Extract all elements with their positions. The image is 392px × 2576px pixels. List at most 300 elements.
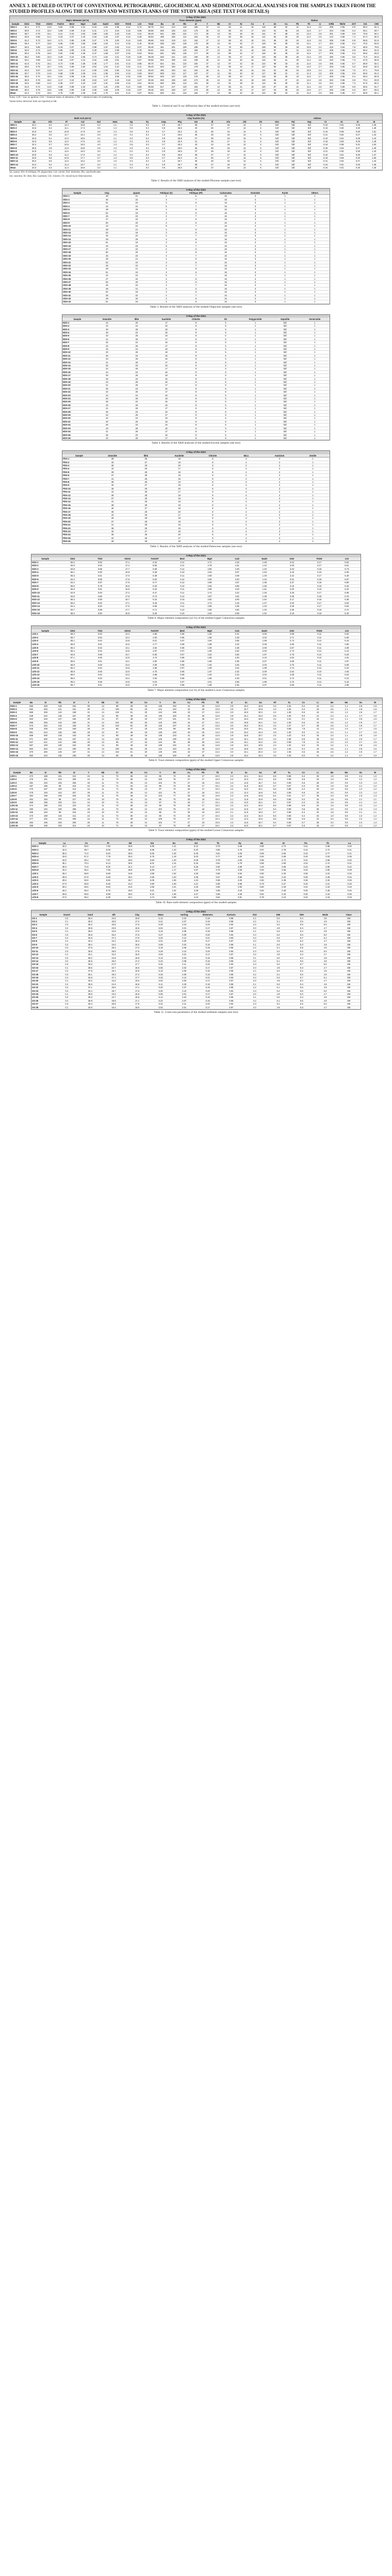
table-cell: 48 — [92, 195, 122, 198]
table-cell: 38 — [96, 480, 129, 483]
table-cell: 26 — [196, 718, 210, 721]
table-cell: 0.11 — [306, 659, 333, 663]
table-cell: 13 — [139, 785, 153, 788]
table-cell: SM — [337, 986, 361, 989]
table-cell: 11 — [96, 804, 110, 807]
table-cell: 26.0 — [119, 892, 141, 896]
table-cell: 119 — [179, 49, 190, 52]
table-cell: 3.30 — [89, 62, 100, 65]
table-cell: 15.2 — [239, 754, 253, 757]
table-row — [31, 646, 361, 650]
table-cell: 0.1 — [55, 940, 79, 943]
table-cell: bdl — [285, 157, 301, 160]
table-row — [31, 684, 361, 687]
table-cell: 95 — [110, 727, 124, 731]
table-cell: 2.4 — [243, 937, 267, 940]
table-cell: 2.00 — [172, 979, 196, 982]
table-cell: 1 — [300, 264, 330, 267]
table-cell: 22 — [292, 62, 303, 65]
table-cell: 74 — [167, 814, 182, 817]
table-cell: 35.8 — [78, 933, 102, 936]
table-cell: 3.0 — [224, 721, 239, 724]
table-cell: 0.82 — [251, 889, 273, 893]
table-cell: 0.60 — [86, 670, 113, 673]
table-cell: 16.2 — [239, 724, 253, 727]
table-cell: 76 — [167, 807, 182, 810]
table-cell: 98 — [53, 798, 67, 801]
table-cell: 0.11 — [169, 591, 196, 595]
table-cell: 28 — [202, 52, 213, 55]
table-cell: 0.12 — [306, 639, 333, 643]
table-cell: 0.94 — [220, 923, 243, 926]
row-label: PDS-9 — [62, 484, 96, 487]
table-cell: 4 — [230, 523, 263, 527]
table-cell: 0.8 — [339, 804, 354, 807]
table-cell: 208 — [326, 26, 337, 29]
column-header: Al2O3 — [113, 629, 141, 633]
table-cell: 1 — [270, 277, 300, 280]
row-label: GS-12 — [31, 953, 55, 956]
row-label: EDS-4 — [62, 331, 92, 334]
table-cell: 36 — [124, 791, 139, 794]
row-label: SDS-8 — [10, 49, 21, 52]
table-cell: 1.17 — [163, 869, 185, 872]
table-cell: 16 — [211, 254, 241, 257]
table-cell: 1 — [270, 218, 300, 221]
row-label: ODS-4 — [62, 205, 92, 208]
table-row — [10, 123, 382, 126]
table-cell: 183 — [39, 798, 53, 801]
table-cell: 8 — [196, 500, 230, 503]
table-cell: 3.17 — [278, 598, 305, 602]
table-cell: 18 — [220, 150, 236, 153]
table-cell: 53 — [92, 231, 122, 234]
table-cell: 4 — [230, 470, 263, 473]
data-table — [62, 451, 330, 543]
table-cell: 5.4 — [268, 794, 282, 798]
table-cell: 13 — [139, 824, 153, 827]
column-header: Skewness — [196, 913, 220, 917]
table-cell: 3.2 — [91, 123, 107, 126]
table-cell: 8 — [196, 514, 230, 517]
table-cell: 4.5 — [268, 740, 282, 743]
table-cell: 2.60 — [77, 78, 89, 81]
table-block — [9, 698, 383, 762]
table-cell: 1.90 — [196, 646, 223, 650]
table-cell: 6.4 — [348, 29, 360, 32]
table-cell: 11.9 — [239, 785, 253, 788]
table-cell: 66.4 — [75, 869, 97, 872]
table-cell: 13.3 — [210, 724, 225, 727]
table-cell: 26 — [182, 785, 196, 788]
table-cell: 0.11 — [306, 684, 333, 687]
column-header: Total — [145, 22, 157, 25]
table-cell: 1 — [296, 474, 330, 477]
table-frame — [62, 314, 330, 440]
table-cell: 2 — [263, 540, 297, 543]
table-cell: 2.64 — [196, 571, 223, 574]
table-cell: 1 — [240, 433, 270, 436]
table-cell: 7 — [181, 284, 211, 287]
table-cell: 44 — [311, 711, 325, 714]
table-cell: 19 — [292, 45, 303, 48]
table-cell: 11.4 — [303, 26, 315, 29]
table-cell: 0.96 — [220, 917, 243, 920]
table-cell: 11.6 — [58, 160, 74, 163]
table-cell: 15.4 — [239, 744, 253, 747]
table-cell: 2.6 — [315, 49, 326, 52]
table-cell: SM — [337, 920, 361, 923]
table-row — [62, 436, 330, 439]
table-cell: 1 — [300, 347, 330, 350]
table-cell: 0.11 — [306, 673, 333, 677]
table-cell: 13.3 — [113, 663, 141, 667]
table-cell: 12 — [236, 157, 252, 160]
table-cell: 144 — [153, 711, 168, 714]
table-cell: 27 — [129, 507, 163, 510]
table-cell: 2 — [263, 527, 297, 530]
row-label: GS-8 — [31, 940, 55, 943]
table-cell: 8.0 — [296, 731, 311, 734]
table-cell: 99 — [167, 740, 182, 743]
table-cell: 17.8 — [125, 937, 149, 940]
table-cell: 56.5 — [75, 886, 97, 889]
table-block — [62, 450, 330, 548]
table-cell: 38 — [96, 457, 129, 461]
table-cell: 78 — [224, 45, 236, 48]
table-cell: 16 — [211, 247, 241, 250]
table-cell: 18 — [247, 32, 258, 36]
table-cell: 2.80 — [196, 605, 223, 608]
table-cell: 50 — [92, 281, 122, 284]
column-header: Nd — [119, 841, 141, 845]
table-cell: 20 — [139, 751, 153, 754]
row-label: SDS-5 — [10, 39, 21, 42]
table-cell: 40 — [92, 420, 122, 423]
row-label: PDS-23 — [62, 530, 96, 533]
table-cell: 15 — [152, 423, 182, 427]
table-cell: 0.79 — [251, 882, 273, 886]
table-cell: 16.0 — [44, 78, 55, 81]
table-cell: 13.2 — [113, 633, 141, 636]
table-cell: 40 — [188, 127, 204, 130]
table-cell: 3.16 — [111, 78, 123, 81]
row-label: ODS-24 — [62, 270, 92, 274]
table-cell: 5.01 — [141, 889, 164, 893]
table-cell: 2.0 — [243, 992, 267, 995]
table-cell: 2.4 — [325, 718, 339, 721]
table-cell: 67.4 — [360, 36, 371, 39]
table-cell: 0.55 — [337, 36, 348, 39]
table-cell: 8.3 — [296, 734, 311, 737]
table-cell: 16.5 — [253, 818, 268, 821]
table-cell: 2.1 — [224, 798, 239, 801]
table-cell: 15 — [96, 724, 110, 727]
table-cell: 208 — [326, 49, 337, 52]
table-cell: 3.7 — [91, 157, 107, 160]
table-cell: 1.3 — [107, 143, 123, 146]
table-cell: 1.6 — [368, 754, 382, 757]
row-label: PDS-26 — [62, 540, 96, 543]
table-cell: 1 — [240, 397, 270, 400]
table-cell: 9 — [181, 417, 211, 420]
table-cell: 45 — [311, 737, 325, 740]
table-cell: 2.98 — [111, 49, 123, 52]
table-cell: 3.07 — [111, 52, 123, 55]
table-cell: 8.0 — [296, 754, 311, 757]
table-cell: 2.2 — [353, 778, 368, 781]
table-cell: 5 — [211, 384, 241, 387]
table-cell: 2.69 — [273, 855, 295, 859]
table-cell: SM — [337, 982, 361, 986]
table-cell: 25 — [122, 414, 152, 417]
table-cell: 28 — [202, 29, 213, 32]
table-cell: 1.1 — [368, 811, 382, 814]
table-cell: 90 — [224, 65, 236, 69]
table-cell: 2.02 — [172, 943, 196, 946]
table-cell: 3.30 — [278, 605, 305, 608]
table-cell: 1 — [300, 297, 330, 300]
table-cell: 0.61 — [334, 123, 350, 126]
table-cell: 10.1 — [210, 801, 225, 804]
table-cell: 16 — [152, 341, 182, 344]
column-header: Dy — [229, 841, 251, 845]
table-cell: 53.7 — [59, 608, 86, 612]
table-cell: 213 — [67, 788, 81, 791]
column-header: Ho — [251, 841, 273, 845]
table-title: X-Ray of the 2021 — [62, 189, 330, 192]
table-cell: 6.3 — [296, 811, 311, 814]
table-cell: 41 — [96, 500, 129, 503]
table-cell: 17 — [152, 361, 182, 364]
table-cell: 17.1 — [113, 601, 141, 605]
table-cell: 12 — [236, 127, 252, 130]
table-cell: 3 — [152, 211, 182, 214]
table-cell: 5.13 — [333, 650, 361, 653]
table-cell: 9 — [181, 354, 211, 357]
table-cell: 0.55 — [337, 59, 348, 62]
table-cell: 0.06 — [169, 673, 196, 677]
table-cell: 2.91 — [111, 59, 123, 62]
table-cell: 5.16 — [333, 639, 361, 643]
table-cell: 70.3 — [75, 862, 97, 866]
table-cell: 1.24 — [163, 862, 185, 866]
table-cell: 6.44 — [333, 588, 361, 591]
table-cell: 2.2 — [224, 814, 239, 817]
column-header: Ga — [253, 701, 268, 704]
table-cell: 2.5 — [315, 36, 326, 39]
table-cell: 0.07 — [169, 650, 196, 653]
row-label: LDS-13 — [31, 673, 59, 677]
table-cell: 8 — [196, 477, 230, 480]
table-cell: 1 — [296, 536, 330, 539]
table-cell: 0.43 — [317, 157, 333, 160]
table-cell: 0.11 — [169, 588, 196, 591]
table-cell: 136 — [153, 754, 168, 757]
table-cell: bdl — [270, 347, 300, 350]
table-cell: 4.4 — [268, 734, 282, 737]
column-header: Sand — [78, 913, 102, 917]
table-cell: 86 — [224, 92, 236, 95]
table-cell: 0.77 — [207, 855, 229, 859]
table-cell: 6.53 — [97, 886, 120, 889]
table-cell: 5.12 — [185, 845, 207, 849]
table-cell: 0.35 — [295, 875, 317, 879]
table-cell: 203 — [326, 75, 337, 78]
row-label: GS-22 — [31, 986, 55, 989]
row-label: KDS-7 — [31, 581, 59, 585]
row-label: SDS-18 — [10, 82, 21, 85]
table-cell: 1.5 — [368, 727, 382, 731]
group-header: Bulk rock (wt.%) — [26, 117, 139, 120]
column-header: Mo — [339, 701, 354, 704]
row-label: NDS-12 — [10, 160, 26, 163]
row-label: EDS-5 — [62, 334, 92, 337]
table-cell: 3.47 — [89, 52, 100, 55]
table-cell: 3.98 — [229, 875, 251, 879]
table-cell: 74 — [110, 781, 124, 784]
table-cell: 42 — [188, 130, 204, 133]
table-cell: 0.67 — [32, 69, 44, 72]
table-cell: 33 — [311, 788, 325, 791]
table-cell: 3 — [240, 274, 270, 277]
table-cell: 0.42 — [295, 862, 317, 866]
table-cell: 2.3 — [353, 781, 368, 784]
table-cell: bdl — [301, 166, 317, 170]
row-label: EDS-7 — [62, 341, 92, 344]
table-cell: 253 — [39, 707, 53, 710]
table-cell: 12 — [213, 72, 224, 75]
table-cell: 5 — [211, 430, 241, 433]
table-cell: 16 — [247, 92, 258, 95]
table-cell: 8.3 — [290, 1006, 314, 1009]
table-cell: 0.88 — [282, 788, 297, 791]
column-header: Sample — [62, 318, 92, 321]
table-cell: 19 — [162, 480, 196, 483]
table-cell: 82.1 — [371, 92, 382, 95]
table-cell: 259 — [39, 711, 53, 714]
table-cell: 5.98 — [55, 88, 67, 91]
table-cell: 4 — [152, 198, 182, 201]
table-row — [10, 150, 382, 153]
table-cell: 33 — [311, 801, 325, 804]
table-cell: 1 — [300, 436, 330, 439]
table-cell: 43.7 — [102, 966, 126, 969]
table-cell: 5 — [253, 160, 269, 163]
table-cell: 1.64 — [100, 65, 111, 69]
table-cell: 2.3 — [224, 781, 239, 784]
table-cell: 1 — [300, 228, 330, 231]
table-cell: 5.69 — [141, 869, 164, 872]
table-cell: bdl — [270, 381, 300, 384]
table-cell: 0.81 — [251, 875, 273, 879]
table-cell: 500 — [156, 82, 168, 85]
table-cell: 126 — [179, 52, 190, 55]
table-cell: 211 — [67, 814, 81, 817]
table-cell: 5.7 — [268, 785, 282, 788]
table-cell: 5.1 — [267, 973, 290, 976]
table-cell: 2.2 — [224, 788, 239, 791]
row-label: GS-9 — [31, 943, 55, 946]
table-cell: 37.1 — [78, 986, 102, 989]
table-cell: 69.8 — [360, 65, 371, 69]
table-cell: 528 — [156, 29, 168, 32]
table-cell: 75 — [167, 818, 182, 821]
table-cell: 45 — [236, 42, 247, 45]
table-cell: 37 — [96, 520, 129, 523]
table-cell: 209 — [168, 59, 179, 62]
table-cell: 35.5 — [78, 950, 102, 953]
table-cell: 4.9 — [314, 920, 337, 923]
row-label: ODS-29 — [62, 287, 92, 290]
table-cell: 46 — [236, 78, 247, 81]
table-cell: 5 — [211, 364, 241, 367]
table-cell: 16 — [220, 143, 236, 146]
table-cell: 10.1 — [210, 785, 225, 788]
table-cell: 0.2 — [139, 160, 155, 163]
table-cell: 71 — [110, 801, 124, 804]
table-cell: bdl — [301, 137, 317, 140]
table-cell: 12 — [213, 39, 224, 42]
table-cell: 6.4 — [348, 75, 360, 78]
table-cell: 25 — [122, 381, 152, 384]
table-cell: bdl — [270, 384, 300, 387]
table-cell: 0.36 — [295, 879, 317, 883]
table-cell: 68.5 — [75, 845, 97, 849]
table-cell: 8.4 — [290, 930, 314, 933]
table-cell: 17.6 — [125, 950, 149, 953]
table-cell: 46.6 — [102, 950, 126, 953]
row-label: EDS-27 — [62, 407, 92, 410]
table-cell: 128 — [258, 42, 269, 45]
row-label: PDS-19 — [62, 517, 96, 520]
table-cell: 16.0 — [253, 785, 268, 788]
table-cell: SM — [337, 930, 361, 933]
table-cell: 3.02 — [89, 59, 100, 62]
table-cell: 3 — [152, 201, 182, 205]
table-cell: 82.1 — [371, 62, 382, 65]
table-cell: 0.86 — [86, 567, 113, 571]
column-header: Sc — [239, 771, 253, 774]
table-cell: 0.2 — [55, 956, 79, 959]
table-cell: 1 — [300, 214, 330, 217]
table-cell: 10.9 — [58, 157, 74, 160]
table-cell: 16.7 — [253, 821, 268, 824]
table-cell: 13 — [139, 811, 153, 814]
table-cell: 5.83 — [141, 858, 164, 862]
table-cell: 12.0 — [239, 824, 253, 827]
table-cell: 6.80 — [333, 581, 361, 585]
table-cell: 0.12 — [306, 653, 333, 656]
row-label: LDS-7 — [31, 892, 54, 896]
table-cell: 13.9 — [44, 69, 55, 72]
table-cell: 0.73 — [32, 39, 44, 42]
table-cell: 3.27 — [89, 39, 100, 42]
table-cell: 0.3 — [55, 923, 79, 926]
table-cell: 2.80 — [317, 865, 339, 869]
column-header: Tm — [295, 841, 317, 845]
table-cell: 1 — [300, 351, 330, 354]
table-cell: 26.8 — [172, 137, 188, 140]
column-header: Gp — [123, 120, 139, 123]
table-cell: 2.83 — [273, 852, 295, 855]
table-cell: 0.15 — [123, 42, 134, 45]
table-cell: 17 — [247, 52, 258, 55]
table-cell: 121 — [258, 39, 269, 42]
table-cell: 102 — [53, 804, 67, 807]
row-label: EDS-28 — [62, 410, 92, 413]
column-header: MgO — [196, 629, 223, 633]
